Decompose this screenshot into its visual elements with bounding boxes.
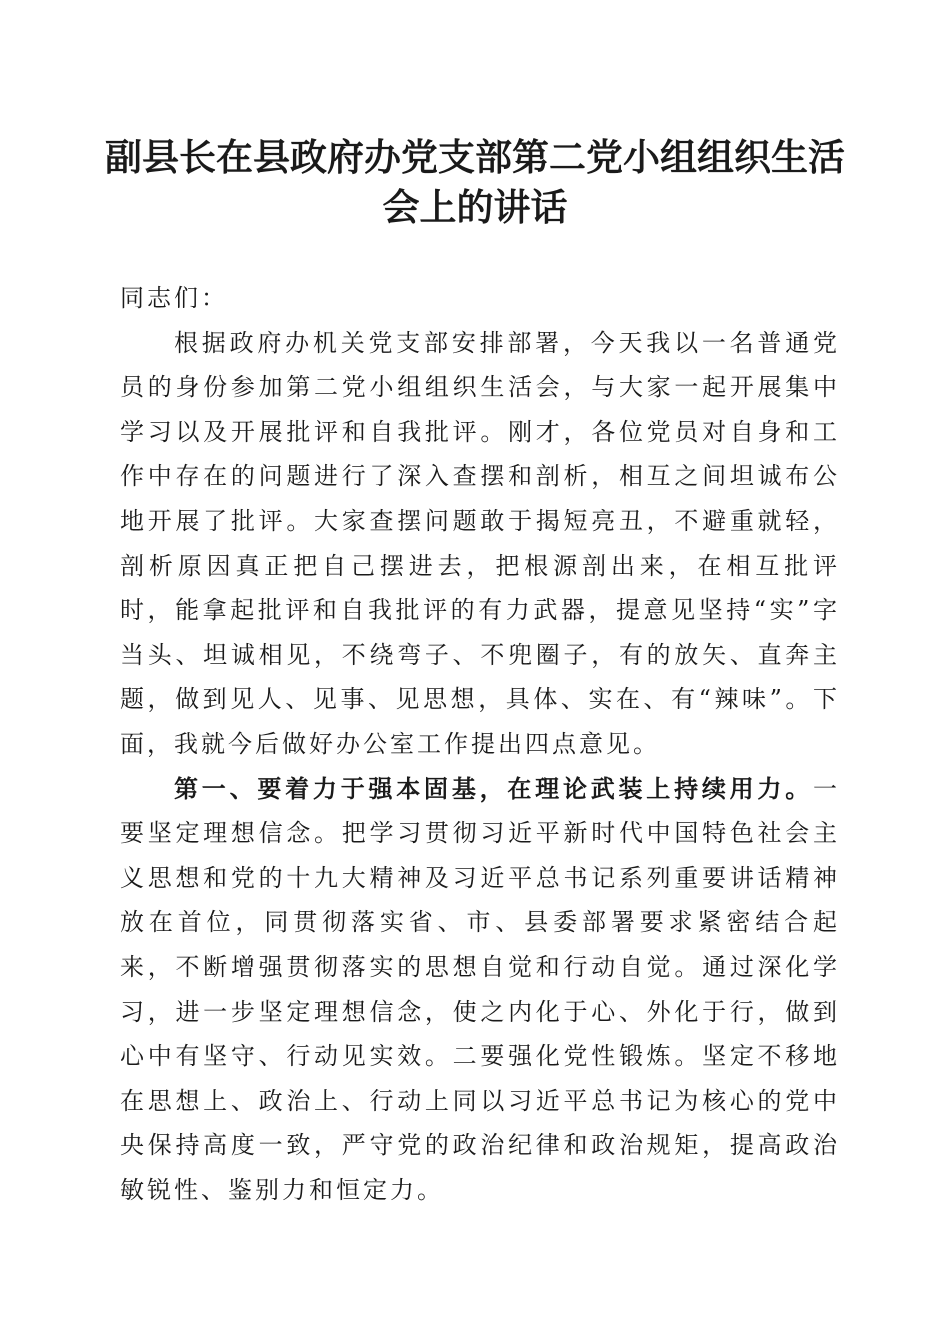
paragraph-point-one-lead: 第一、要着力于强本固基，在理论武装上持续用力。 [174, 773, 813, 803]
paragraph-intro: 根据政府办机关党支部安排部署，今天我以一名普通党员的身份参加第二党小组组织生活会，与大家一起开展集中学习以及开展批评和自我批评。刚才，各位党员对自身和工作中存在的问题进行了深入查摆和剖析，相互之间坦诚布公地开展了批评。大家查摆问题敢于揭短亮丑，不避重就轻，剖析原因真正把自己摆进去，把根源剖出来，在相互批评时，能拿起批评和自我批评的有力武器，提意见坚持“实”字当头、坦诚相见，不绕弯子、不兜圈子，有的放矢、直奔主题，做到见人、见事、见思想，具体、实在、有“辣味”。下面，我就今后做好办公室工作提出四点意见。 [120, 328, 840, 758]
title-line-1: 副县长在县政府办党支部第二党小组组织生活 [105, 135, 845, 179]
document-body [120, 276, 840, 1212]
salutation: 同志们： [120, 284, 228, 312]
paragraph-point-one [120, 767, 840, 1213]
document-title [100, 132, 850, 232]
paragraph-point-one-body: 一要坚定理想信念。把学习贯彻习近平新时代中国特色社会主义思想和党的十九大精神及习近平总书记系列重要讲话精神放在首位，同贯彻落实省、市、县委部署要求紧密结合起来，不断增强贯彻落实的思想自觉和行动自觉。通过深化学习，进一步坚定理想信念，使之内化于心、外化于行，做到心中有坚守、行动见实效。二要强化党性锻炼。坚定不移地在思想上、政治上、行动上同以习近平总书记为核心的党中央保持高度一致，严守党的政治纪律和政治规矩，提高政治敏锐性、鉴别力和恒定力。 [120, 774, 840, 1204]
title-line-2: 会上的讲话 [382, 185, 568, 229]
